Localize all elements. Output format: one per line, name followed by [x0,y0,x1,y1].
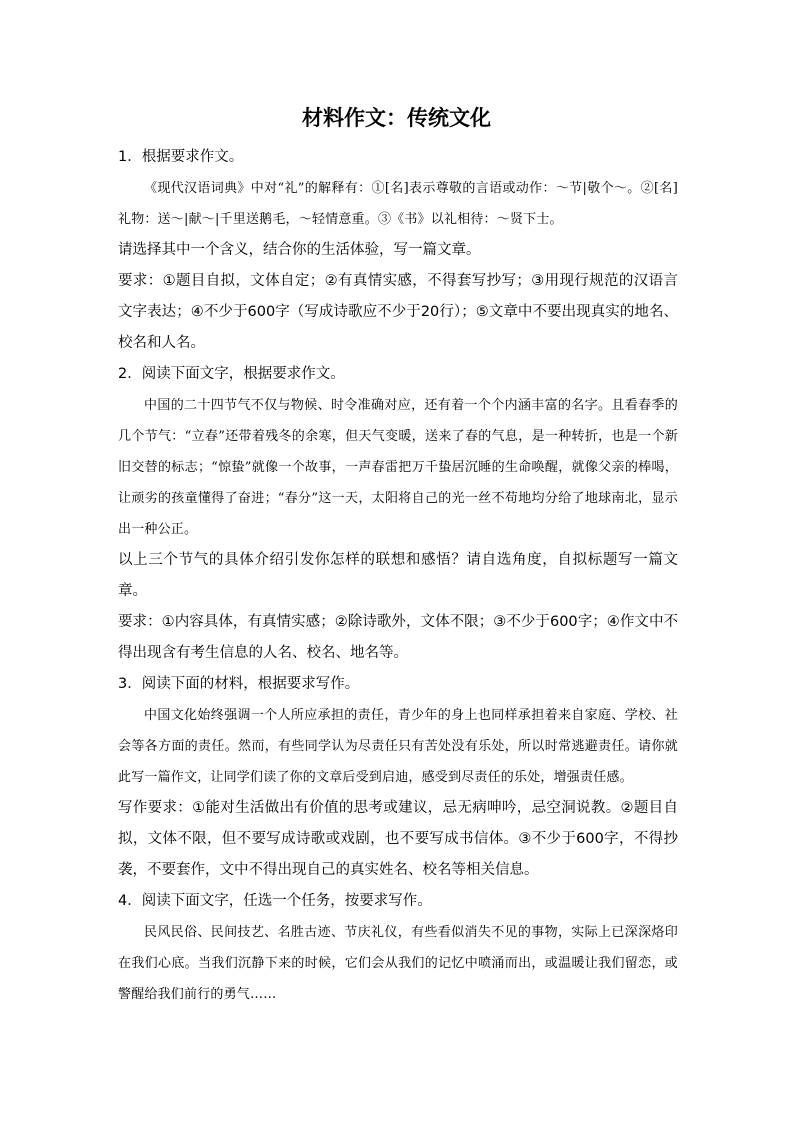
question-heading: 1．根据要求作文。 [118,149,244,165]
question-heading: 2．阅读下面文字，根据要求作文。 [118,366,345,382]
question-requirements: 要求：①题目自拟，文体自定；②有真情实感，不得套写抄写；③用现行规范的汉语言文字表达；④不少于600字（写成诗歌应不少于20行）；⑤文章中不要出现真实的地名、校名和人名。 [118,273,678,351]
question-2 [118,359,678,669]
question-material: 中国的二十四节气不仅与物候、时令准确对应，还有着一个个内涵丰富的名字。且看春季的几个节气：“立春”还带着残冬的余寒，但天气变暖，送来了春的气息，是一种转折，也是一个新旧交替的标志；“惊蛰”就像一个故事，一声春雷把万千蛰居沉睡的生命唤醒，就像父亲的棒喝，让顽劣的孩童懂得了奋进；“春分”这一天，太阳将自己的光一丝不苟地均分给了地球南北，显示出一种公正。 [118,398,678,537]
question-3 [118,669,678,886]
question-requirements: 写作要求：①能对生活做出有价值的思考或建议，忌无病呻吟，忌空洞说教。②题目自拟，文体不限，但不要写成诗歌或戏剧，也不要写成书信体。③不少于600字，不得抄袭，不要套作，文中不得出现自己的真实姓名、校名等相关信息。 [118,800,678,878]
question-prompt: 以上三个节气的具体介绍引发你怎样的联想和感悟？请自选角度，自拟标题写一篇文章。 [118,552,678,599]
question-material: 《现代汉语词典》中对“礼”的解释有：①[名]表示尊敬的言语或动作：～节|敬个～。②[名]礼物：送～|献～|千里送鹅毛，～轻情意重。③《书》以礼相待：～贤下士。 [118,181,678,227]
page-title: 材料作文：传统文化 [302,106,491,130]
question-requirements: 要求：①内容具体，有真情实感；②除诗歌外，文体不限；③不少于600字；④作文中不得出现含有考生信息的人名、校名、地名等。 [118,614,678,661]
document-body [118,142,678,1010]
question-4 [118,886,678,1010]
question-material: 民风民俗、民间技艺、名胜古迹、节庆礼仪，有些看似消失不见的事物，实际上已深深烙印在我们心底。当我们沉静下来的时候，它们会从我们的记忆中喷涌而出，或温暖让我们留恋，或警醒给我们前行的勇气…… [118,925,678,1002]
question-1 [118,142,678,359]
question-heading: 3．阅读下面的材料，根据要求写作。 [118,676,360,692]
question-heading: 4．阅读下面文字，任选一个任务，按要求写作。 [118,893,432,909]
question-prompt: 请选择其中一个含义，结合你的生活体验，写一篇文章。 [118,242,481,258]
question-material: 中国文化始终强调一个人所应承担的责任，青少年的身上也同样承担着来自家庭、学校、社会等各方面的责任。然而，有些同学认为尽责任只有苦处没有乐处，所以时常逃避责任。请你就此写一篇作文，让同学们读了你的文章后受到启迪，感受到尽责任的乐处，增强责任感。 [118,708,678,785]
